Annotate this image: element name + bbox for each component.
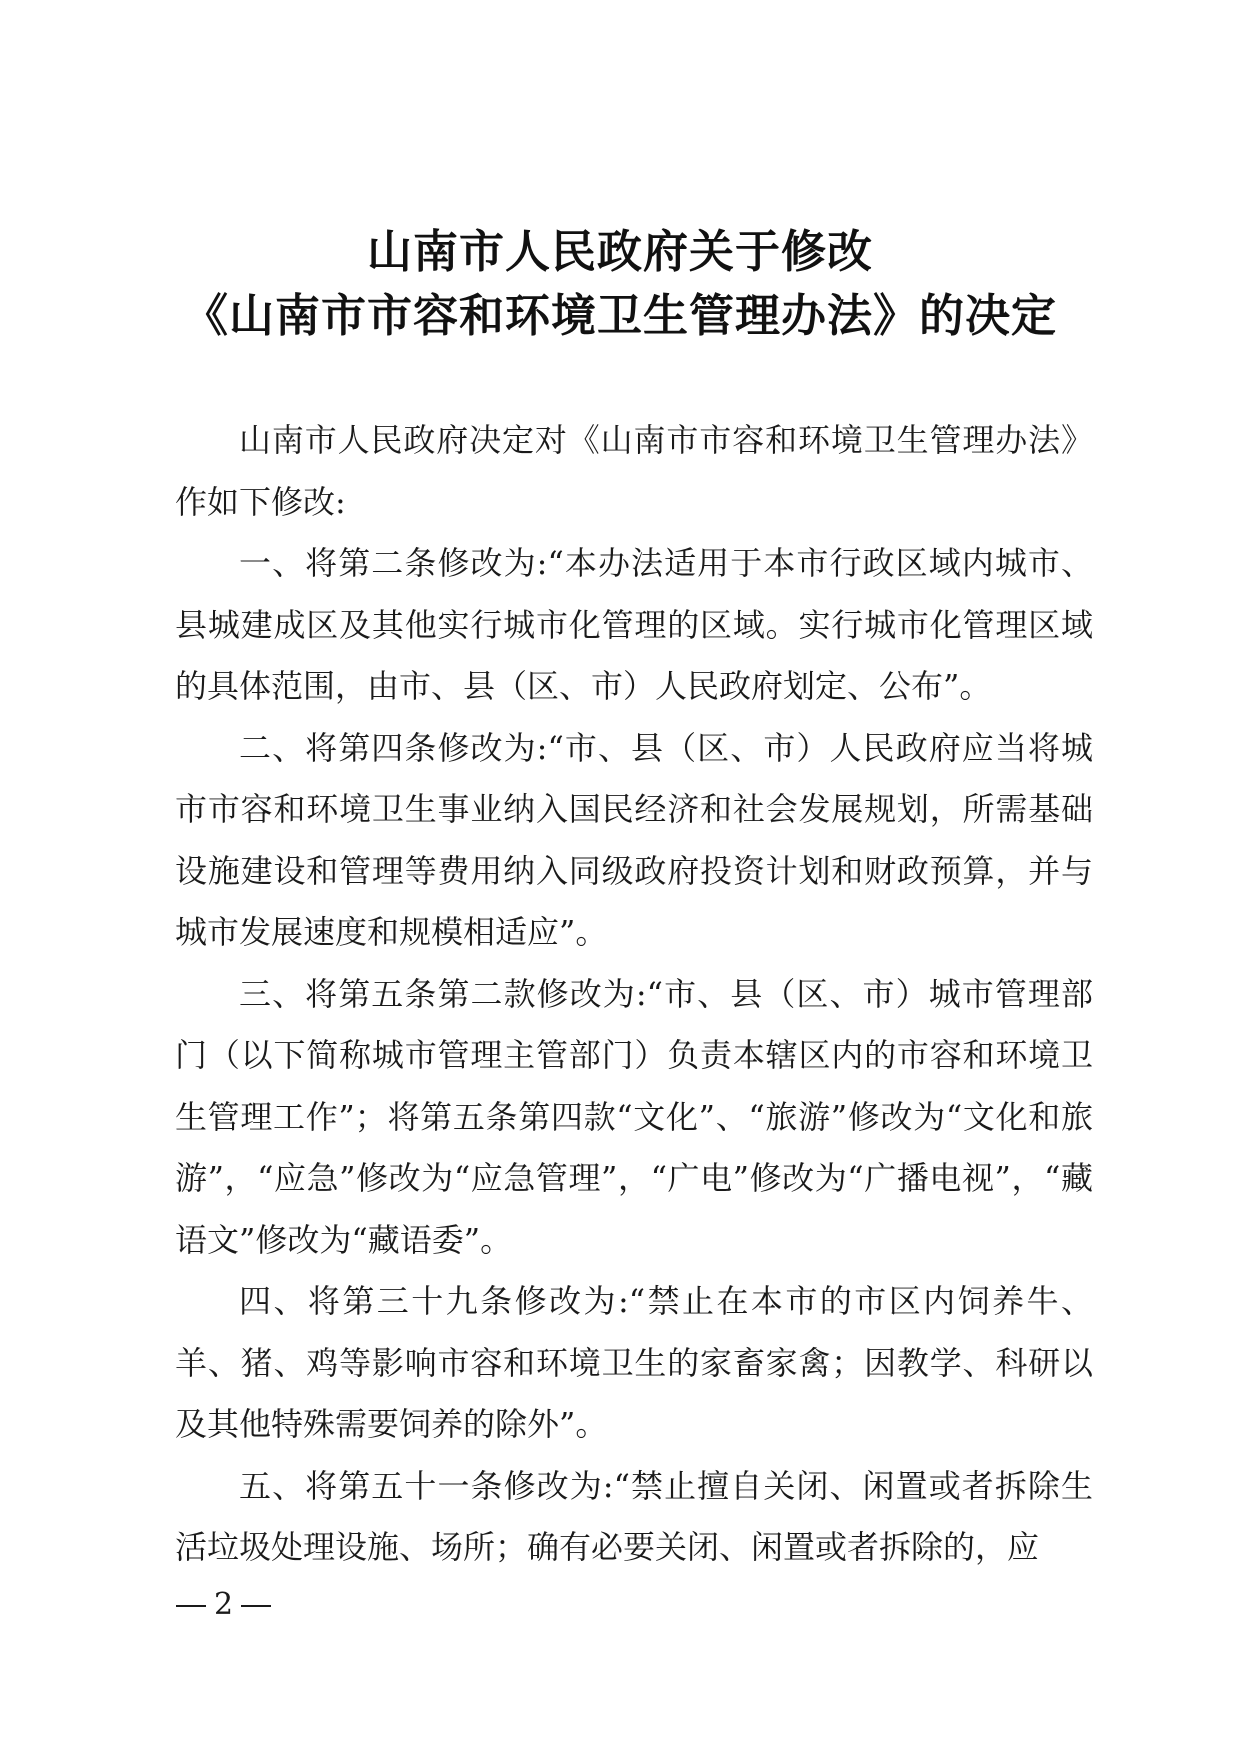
paragraph-amendment-1: 一、将第二条修改为:“本办法适用于本市行政区域内城市、县城建成区及其他实行城市化管理的区域。实行城市化管理区域的具体范围，由市、县（区、市）人民政府划定、公布”。 [175,544,1093,705]
footer-dash-right [241,1605,271,1607]
paragraph-amendment-5: 五、将第五十一条修改为:“禁止擅自关闭、闲置或者拆除生活垃圾处理设施、场所；确有必要关闭、闲置或者拆除的，应 [175,1466,1093,1566]
paragraph-intro: 山南市人民政府决定对《山南市市容和环境卫生管理办法》作如下修改: [175,421,1093,521]
page-footer [176,1585,271,1625]
page-number: 2 [214,1587,234,1622]
paragraph-amendment-3: 三、将第五条第二款修改为:“市、县（区、市）城市管理部门（以下简称城市管理主管部门）负责本辖区内的市容和环境卫生管理工作”；将第五条第四款“文化”、“旅游”修改为“文化和旅游”，“应急”修改为“应急管理”，“广电”修改为“广播电视”，“藏语文”修改为“藏语委”。 [175,974,1093,1259]
footer-dash-left [176,1605,206,1607]
document-title-line-1: 山南市人民政府关于修改 [366,225,873,278]
paragraph-amendment-2: 二、将第四条修改为:“市、县（区、市）人民政府应当将城市市容和环境卫生事业纳入国民经济和社会发展规划，所需基础设施建设和管理等费用纳入同级政府投资计划和财政预算，并与城市发展速度和规模相适应”。 [175,728,1093,951]
document-body [175,410,1093,1579]
document-title-line-2: 《山南市市容和环境卫生管理办法》的决定 [182,289,1057,342]
paragraph-amendment-4: 四、将第三十九条修改为:“禁止在本市的市区内饲养牛、羊、猪、鸡等影响市容和环境卫生的家畜家禽；因教学、科研以及其他特殊需要饲养的除外”。 [175,1282,1093,1443]
